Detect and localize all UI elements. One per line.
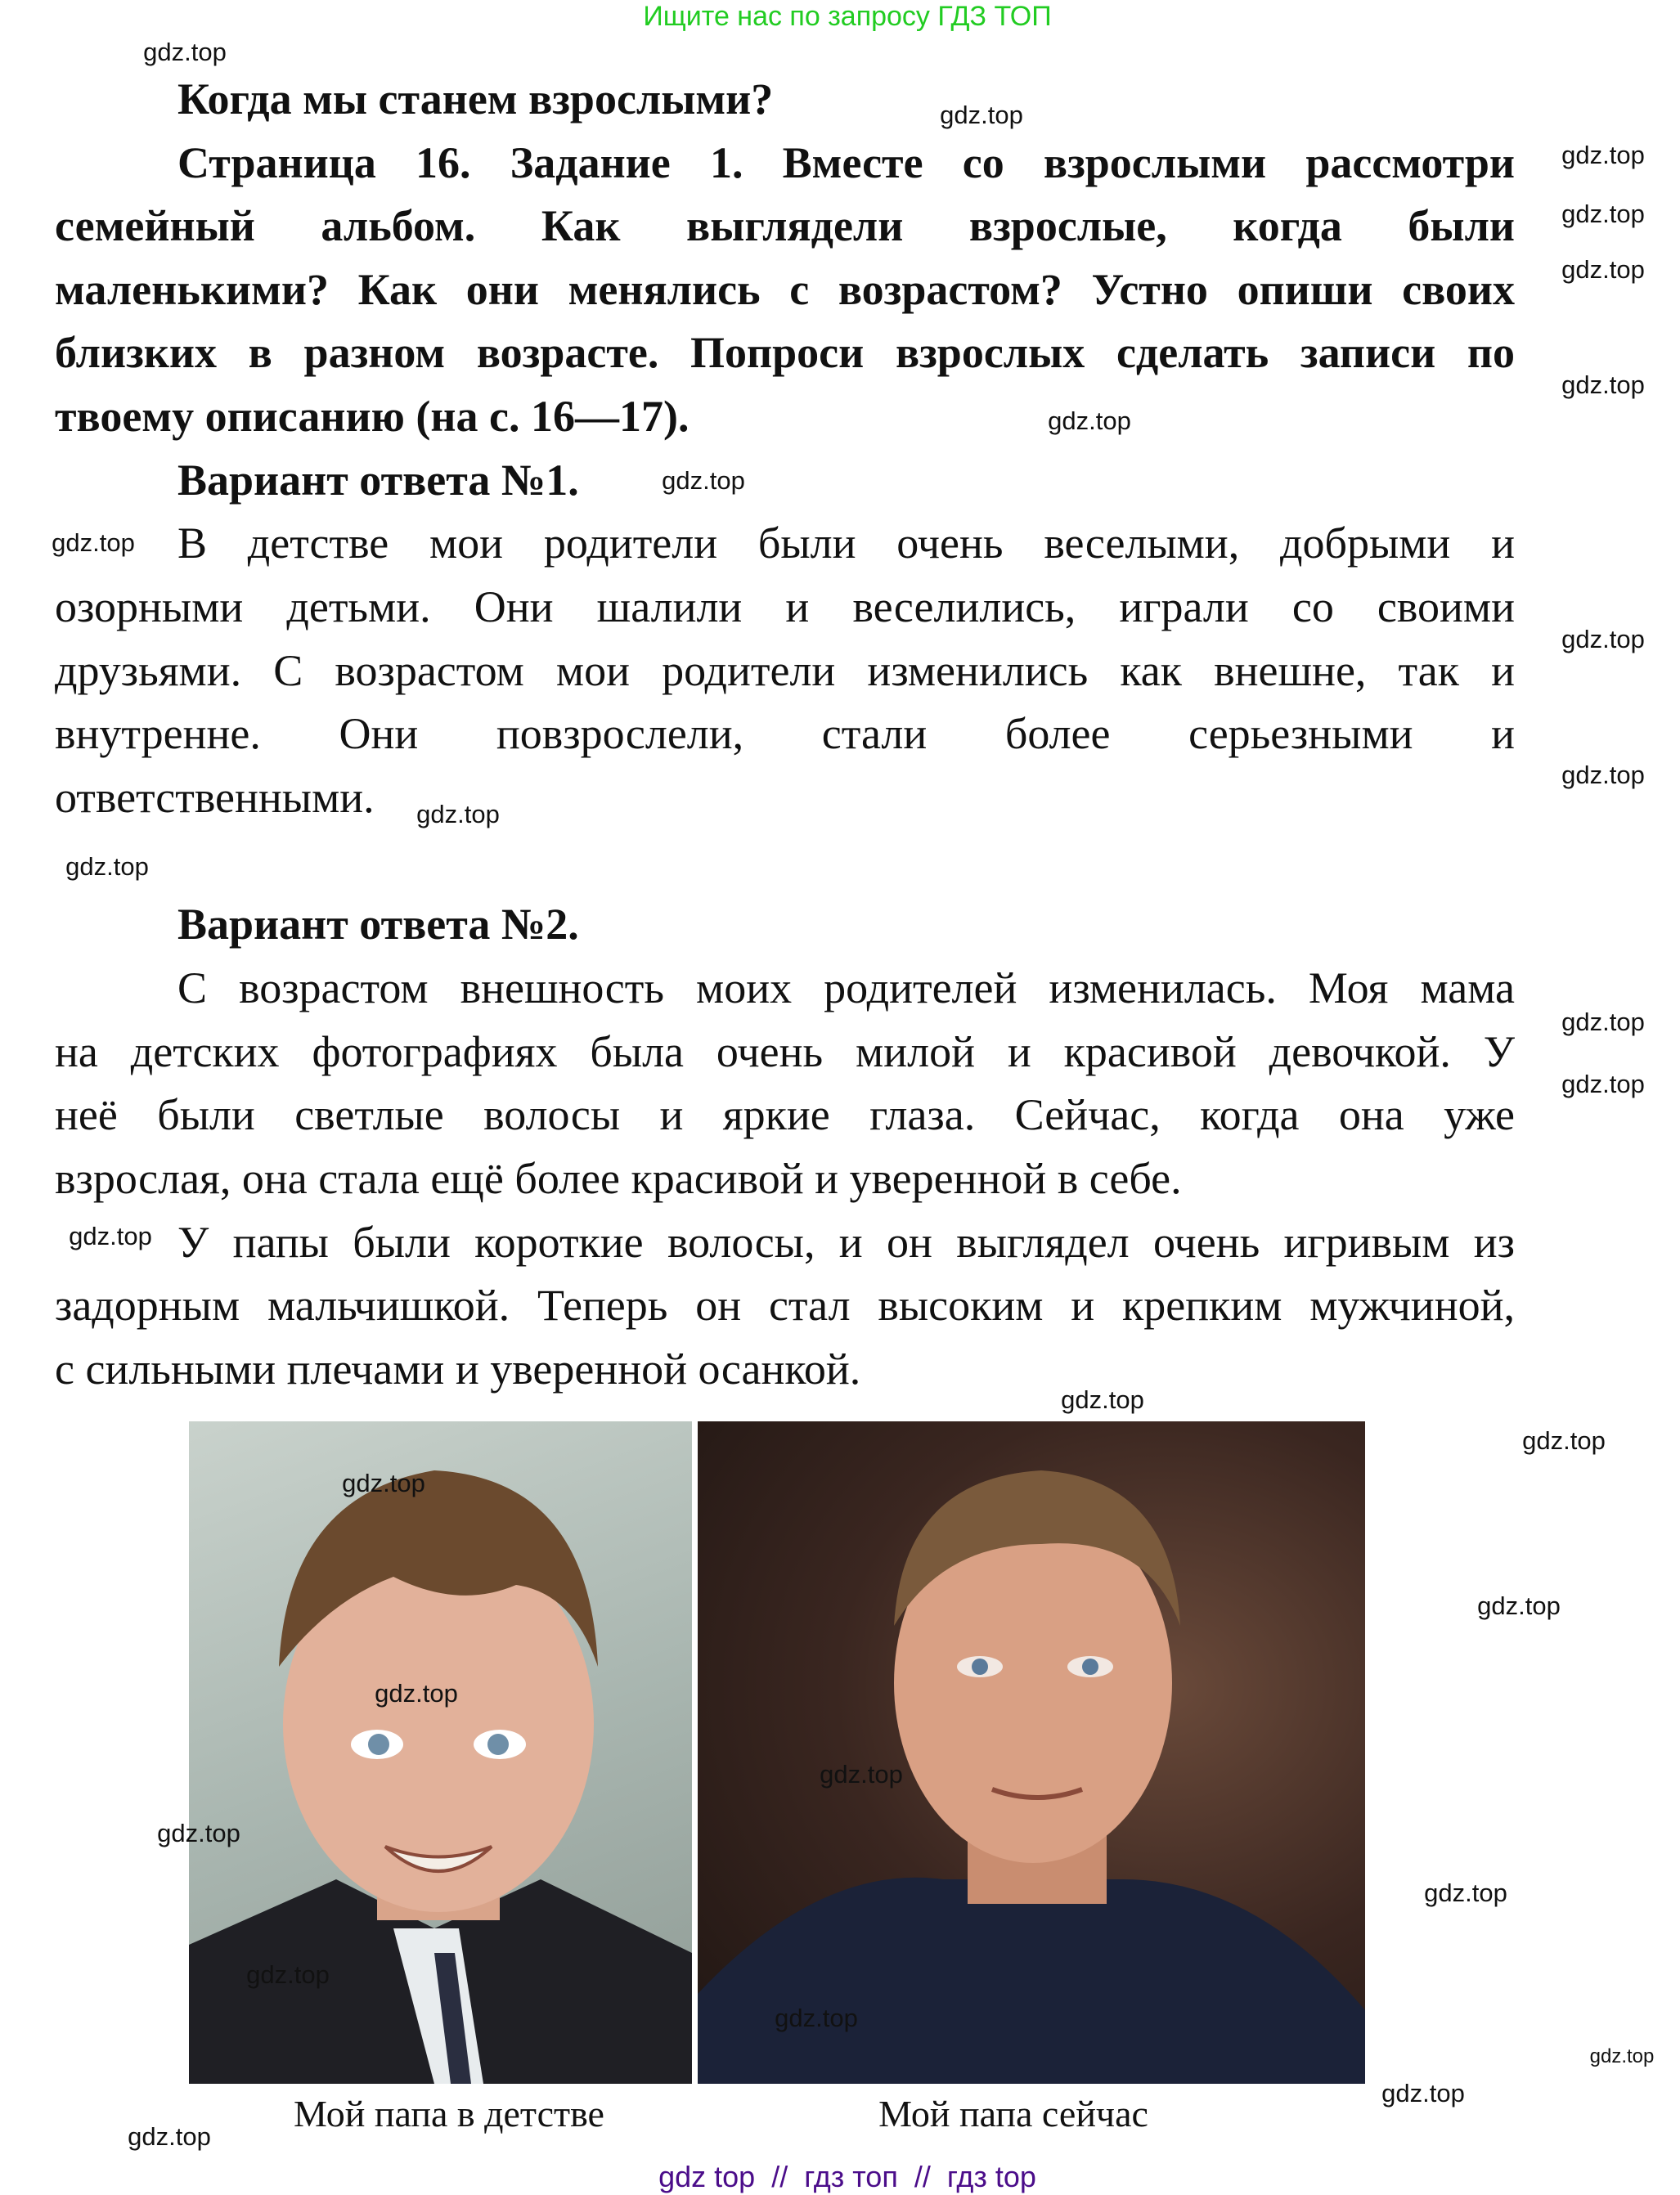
watermark: gdz.top [1477,1591,1561,1620]
watermark: gdz.top [69,1222,152,1250]
watermark: gdz.top [157,1819,240,1847]
watermark: gdz.top [1561,200,1645,228]
watermark: gdz.top [143,38,227,66]
watermark: gdz.top [1061,1385,1144,1414]
watermark: gdz.top [1561,1070,1645,1098]
watermark: gdz.top [52,528,135,557]
watermark: gdz.top [128,2122,211,2151]
answer2-line: С возрастом внешность моих родителей изменилась. Моя мама [177,963,1515,1012]
watermark: gdz.top [375,1679,458,1708]
watermark: gdz.top [246,1960,330,1989]
watermark: gdz.top [1589,2045,1655,2067]
watermark: gdz.top [775,2004,858,2032]
search-banner-link[interactable]: Ищите нас по запросу ГДЗ ТОП [643,1,1052,32]
answer2-line: задорным мальчишкой. Теперь он стал высоким и крепким мужчиной, [55,1281,1515,1330]
watermark: gdz.top [940,101,1023,129]
photo-dad-now [698,1421,1365,2084]
answer1-line: внутренне. Они повзрослели, стали более серьезными и [55,709,1515,758]
watermark: gdz.top [342,1469,425,1497]
task-line: семейный альбом. Как выглядели взрослые, когда были [55,201,1515,250]
watermark: gdz.top [65,852,149,881]
answer2-line: взрослая, она стала ещё более красивой и уверенной в себе. [55,1154,1182,1203]
answer1-line: ответственными. [55,773,375,822]
answer2-line: неё были светлые волосы и яркие глаза. Сейчас, когда она уже [55,1090,1515,1139]
task-line: твоему описанию (на с. 16—17). [55,392,690,441]
footer-links[interactable]: gdz top // гдз топ // гдз top [658,2160,1036,2193]
watermark: gdz.top [1561,255,1645,284]
task-line: близких в разном возрасте. Попроси взрослых сделать записи по [55,328,1515,377]
watermark: gdz.top [662,466,745,495]
caption-dad-now: Мой папа сейчас [878,2093,1148,2134]
watermark: gdz.top [1561,761,1645,789]
answer1-line: В детстве мои родители были очень веселыми, добрыми и [177,518,1515,568]
page-title: Когда мы станем взрослыми? [177,74,774,123]
task-line: маленькими? Как они менялись с возрастом? Устно опиши своих [55,265,1515,314]
watermark: gdz.top [1561,370,1645,399]
answer2-heading: Вариант ответа №2. [177,900,579,949]
watermark: gdz.top [1424,1879,1507,1907]
watermark: gdz.top [820,1760,903,1789]
man-portrait-illustration [698,1421,1365,2084]
watermark: gdz.top [1561,1008,1645,1036]
answer1-line: друзьями. С возрастом мои родители изменились как внешне, так и [55,646,1515,695]
answer2-line: У папы были короткие волосы, и он выглядел очень игривым из [177,1218,1515,1267]
task-line: Страница 16. Задание 1. Вместе со взрослыми рассмотри [177,138,1515,187]
watermark: gdz.top [416,800,500,828]
caption-dad-childhood: Мой папа в детстве [294,2093,604,2134]
answer1-heading: Вариант ответа №1. [177,456,579,505]
watermark: gdz.top [1522,1426,1606,1455]
watermark: gdz.top [1048,406,1131,435]
watermark: gdz.top [1381,2079,1465,2107]
answer2-line: с сильными плечами и уверенной осанкой. [55,1344,861,1394]
watermark: gdz.top [1561,625,1645,653]
answer2-line: на детских фотографиях была очень милой и красивой девочкой. У [55,1027,1515,1076]
answer1-line: озорными детьми. Они шалили и веселились, играли со своими [55,582,1515,631]
watermark: gdz.top [1561,141,1645,169]
